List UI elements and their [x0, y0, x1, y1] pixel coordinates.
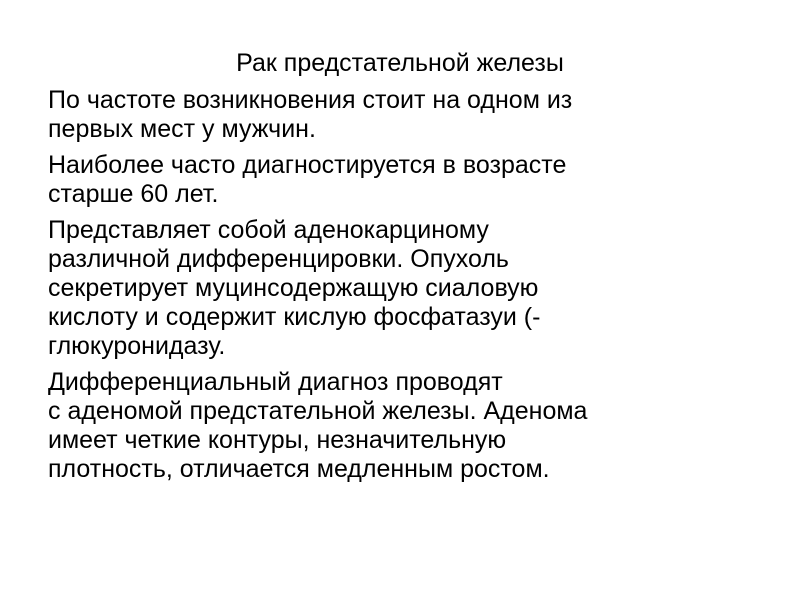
- paragraph-differential-diagnosis: [48, 368, 768, 484]
- text-line: глюкуронидазу.: [48, 332, 226, 360]
- text-line: секретирует муцинсодержащую сиаловую: [48, 274, 539, 302]
- text-line: кислоту и содержит кислую фосфатазуи (-: [48, 303, 541, 331]
- text-line: плотность, отличается медленным ростом.: [48, 455, 550, 483]
- paragraph-histology: [48, 216, 768, 361]
- slide-body: [48, 86, 768, 491]
- paragraph-frequency: [48, 86, 768, 144]
- text-line: имеет четкие контуры, незначительную: [48, 426, 507, 454]
- text-line: Представляет собой аденокарциному: [48, 216, 489, 244]
- text-line: с аденомой предстательной железы. Аденома: [48, 397, 588, 425]
- text-line: различной дифференцировки. Опухоль: [48, 245, 509, 273]
- text-line: Наиболее часто диагностируется в возрасте: [48, 151, 567, 179]
- text-line: первых мест у мужчин.: [48, 115, 316, 143]
- slide-title: Рак предстательной железы: [236, 49, 564, 77]
- text-line: По частоте возникновения стоит на одном из: [48, 86, 573, 114]
- paragraph-age: [48, 151, 768, 209]
- text-line: Дифференциальный диагноз проводят: [48, 368, 503, 396]
- text-line: старше 60 лет.: [48, 180, 219, 208]
